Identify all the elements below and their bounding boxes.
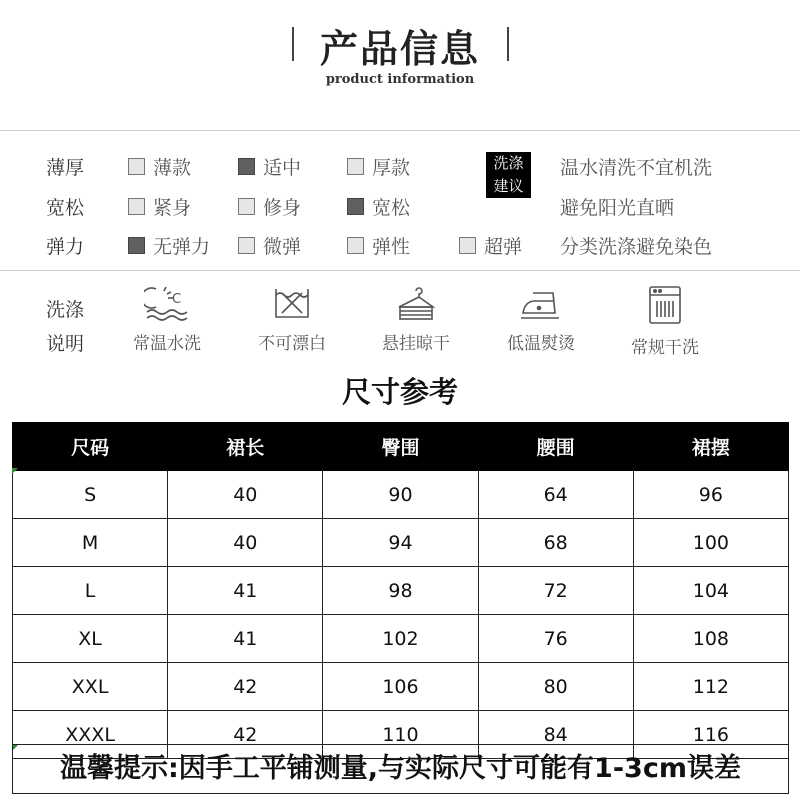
table-cell: 102 <box>323 615 478 663</box>
table-cell: 84 <box>478 711 633 759</box>
checkbox <box>238 237 255 254</box>
table-cell: 40 <box>168 519 323 567</box>
table-cell: 68 <box>478 519 633 567</box>
table-cell: XXXL <box>13 711 168 759</box>
checkbox <box>347 237 364 254</box>
column-header-waist: 腰围 <box>478 423 633 471</box>
no-bleach-icon <box>272 285 312 321</box>
page-title: 产品信息 <box>319 26 480 71</box>
option-slight-stretch: 微弹 <box>238 232 301 259</box>
table-cell: 104 <box>633 567 788 615</box>
table-cell: 64 <box>478 471 633 519</box>
column-header-length: 裙长 <box>168 423 323 471</box>
hang-dry-icon <box>395 285 437 321</box>
column-header-hip: 臀围 <box>323 423 478 471</box>
care-item-hang-dry: 悬挂晾干 <box>356 285 476 354</box>
wash-tip: 分类洗涤避免染色 <box>560 236 713 258</box>
hand-wash-icon <box>144 285 190 321</box>
column-header-size: 尺码 <box>13 423 168 471</box>
table-row <box>13 519 789 567</box>
corner-mark <box>12 468 18 474</box>
table-cell: 41 <box>168 615 323 663</box>
option-loose: 宽松 <box>347 193 410 220</box>
option-super-stretch: 超弹 <box>459 232 522 259</box>
size-table <box>12 422 789 759</box>
checkbox <box>128 158 145 175</box>
size-chart-title: 尺寸参考 <box>341 375 458 409</box>
table-cell: S <box>13 471 168 519</box>
table-cell: 112 <box>633 663 788 711</box>
option-no-stretch: 无弹力 <box>128 232 210 259</box>
table-cell: 40 <box>168 471 323 519</box>
option-tight: 紧身 <box>128 193 191 220</box>
wash-tip: 温水清洗不宜机洗 <box>560 157 713 179</box>
table-cell: 76 <box>478 615 633 663</box>
checkbox <box>128 198 145 215</box>
table-cell: 41 <box>168 567 323 615</box>
care-item-hand-wash: C 常温水洗 <box>107 285 227 354</box>
measurement-note: 温馨提示:因手工平铺测量,与实际尺寸可能有1-3cm误差 <box>12 744 789 794</box>
low-iron-icon <box>519 285 563 321</box>
attr-label-fit: 宽松 <box>46 197 85 219</box>
table-row <box>13 471 789 519</box>
table-cell: L <box>13 567 168 615</box>
attr-label-elasticity: 弹力 <box>46 236 85 258</box>
checkbox-checked <box>238 158 255 175</box>
table-row <box>13 567 789 615</box>
svg-text:C: C <box>172 292 182 307</box>
table-cell: 42 <box>168 711 323 759</box>
table-cell: 116 <box>633 711 788 759</box>
table-cell: 100 <box>633 519 788 567</box>
column-header-hem: 裙摆 <box>633 423 788 471</box>
table-cell: 108 <box>633 615 788 663</box>
table-cell: 106 <box>323 663 478 711</box>
section-divider <box>0 130 800 131</box>
checkbox <box>347 158 364 175</box>
care-item-low-iron: 低温熨烫 <box>481 285 601 354</box>
checkbox <box>238 198 255 215</box>
table-cell: XL <box>13 615 168 663</box>
option-slim: 修身 <box>238 193 301 220</box>
attr-label-thickness: 薄厚 <box>46 157 85 179</box>
care-label: 洗涤 说明 <box>46 299 85 355</box>
table-row <box>13 615 789 663</box>
table-row <box>13 663 789 711</box>
checkbox-checked <box>128 237 145 254</box>
table-cell: 96 <box>633 471 788 519</box>
table-cell: 98 <box>323 567 478 615</box>
checkbox <box>459 237 476 254</box>
checkbox-checked <box>347 198 364 215</box>
table-cell: 42 <box>168 663 323 711</box>
option-thin: 薄款 <box>128 153 191 180</box>
wash-advice-tag: 洗涤 建议 <box>486 152 531 198</box>
table-cell: 110 <box>323 711 478 759</box>
care-item-no-bleach: 不可漂白 <box>232 285 352 354</box>
table-cell: 90 <box>323 471 478 519</box>
table-cell: 72 <box>478 567 633 615</box>
page-subtitle: product information <box>325 72 475 87</box>
option-medium: 适中 <box>238 153 301 180</box>
section-divider <box>0 270 800 271</box>
care-item-dry-clean: 常规干洗 <box>605 285 725 358</box>
table-header-row <box>13 423 789 471</box>
wash-tip: 避免阳光直晒 <box>560 197 675 219</box>
option-thick: 厚款 <box>347 153 410 180</box>
option-stretch: 弹性 <box>347 232 410 259</box>
table-cell: M <box>13 519 168 567</box>
table-cell: 94 <box>323 519 478 567</box>
dry-clean-icon <box>647 285 683 325</box>
table-cell: XXL <box>13 663 168 711</box>
table-cell: 80 <box>478 663 633 711</box>
